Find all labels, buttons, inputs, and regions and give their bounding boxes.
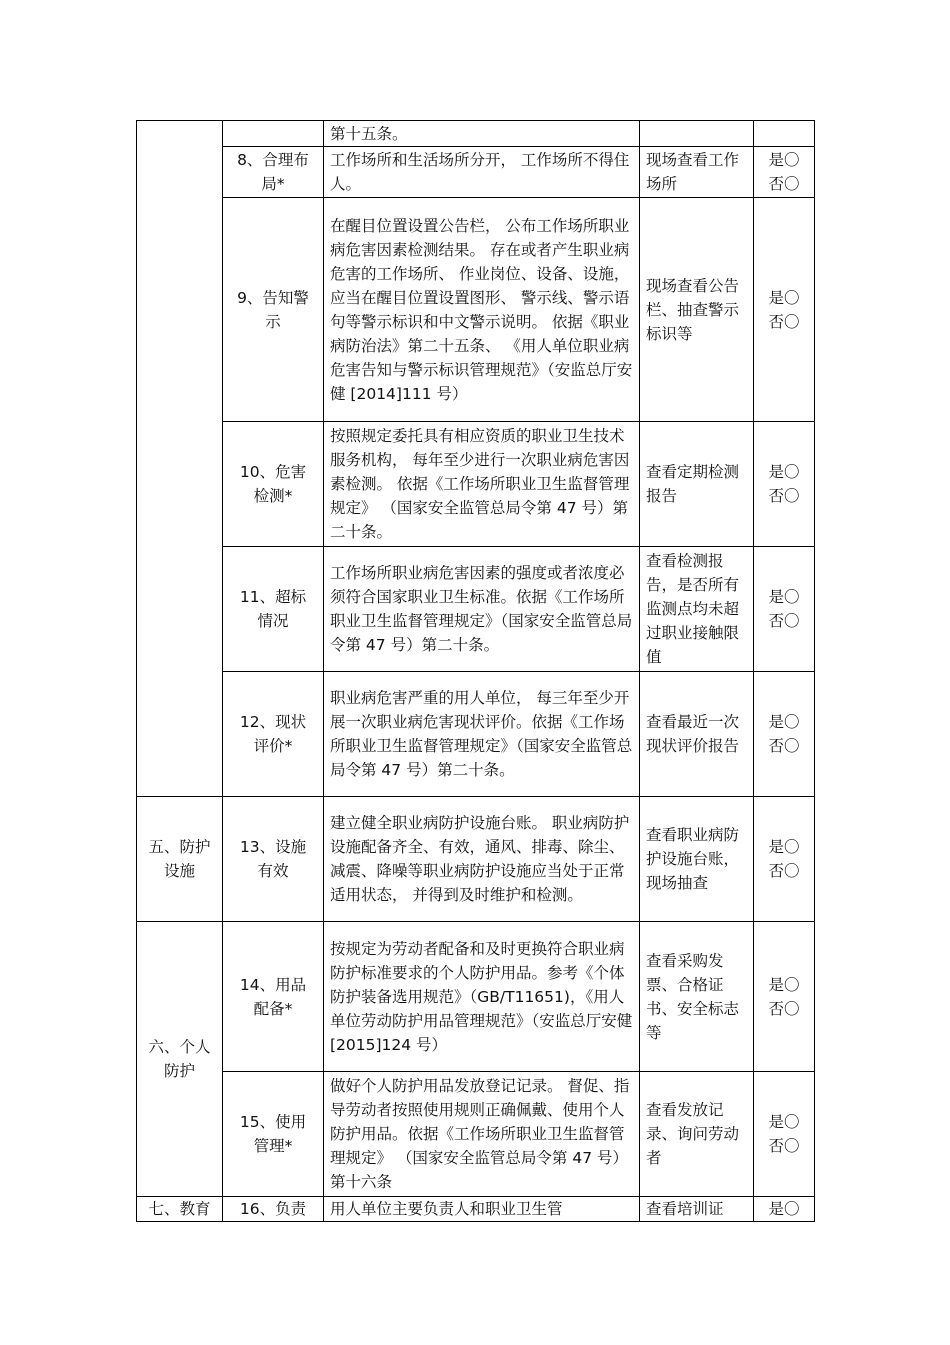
item-cell: 15、使用 管理* [223, 1072, 324, 1197]
category-cell: 七、教育 [137, 1197, 223, 1222]
table-row [137, 797, 815, 922]
content-cell: 第十五条。 [324, 121, 640, 147]
method-cell: 现场查看工作场所 [640, 147, 754, 198]
method-cell: 现场查看公告栏、抽查警示标识等 [640, 198, 754, 422]
table-row [137, 547, 815, 672]
no-option[interactable]: 否〇 [768, 862, 800, 880]
yes-option[interactable]: 是〇 [768, 288, 800, 307]
inspection-table [136, 120, 815, 1222]
result-cell [754, 1072, 815, 1197]
method-cell: 查看采购发票、合格证书、安全标志等 [640, 922, 754, 1072]
item-cell: 8、合理布 局* [223, 147, 324, 198]
item-cell [223, 121, 324, 147]
item-cell: 12、现状 评价* [223, 672, 324, 797]
table-row [137, 147, 815, 198]
no-option[interactable]: 否〇 [768, 312, 800, 331]
content-cell: 按照规定委托具有相应资质的职业卫生技术服务机构， 每年至少进行一次职业病危害因素检测。 依据《工作场所职业卫生监督管理规定》 （国家安全监管总局令第 47 号）第二十条。 [324, 422, 640, 547]
content-cell: 按规定为劳动者配备和及时更换符合职业病防护标准要求的个人防护用品。参考《个体防护装备选用规范》（GB/T11651)，《用人单位劳动防护用品管理规范》（安监总厅安健 [2015]124 号） [324, 922, 640, 1072]
item-cell: 13、设施 有效 [223, 797, 324, 922]
result-cell [754, 797, 815, 922]
method-cell: 查看最近一次现状评价报告 [640, 672, 754, 797]
content-cell: 用人单位主要负责人和职业卫生管 [324, 1197, 640, 1222]
item-cell: 11、超标 情况 [223, 547, 324, 672]
yes-option[interactable]: 是〇 [768, 975, 800, 994]
result-cell [754, 422, 815, 547]
no-option[interactable]: 否〇 [768, 487, 800, 505]
result-cell [754, 922, 815, 1072]
yes-option[interactable]: 是〇 [768, 588, 800, 606]
yes-option[interactable]: 是〇 [768, 1200, 800, 1218]
no-option[interactable]: 否〇 [768, 612, 800, 630]
result-cell [754, 1197, 815, 1222]
item-cell: 10、危害 检测* [223, 422, 324, 547]
category-cell: 六、个人 防护 [137, 922, 223, 1197]
result-cell [754, 147, 815, 198]
content-cell: 在醒目位置设置公告栏， 公布工作场所职业病危害因素检测结果。 存在或者产生职业病危害的工作场所、 作业岗位、设备、设施，应当在醒目位置设置图形、 警示线、警示语句等警示标识和中文警示说明。 依据《职业病防治法》第二十五条、 《用人单位职业病危害告知与警示标识管理规范》（安监总厅安健 [2014]111 号） [324, 198, 640, 422]
category-cell [137, 121, 223, 797]
result-cell [754, 672, 815, 797]
yes-option[interactable]: 是〇 [768, 151, 800, 169]
no-option[interactable]: 否〇 [768, 1137, 800, 1155]
table-row [137, 1072, 815, 1197]
method-cell: 查看检测报告，是否所有监测点均未超过职业接触限值 [640, 547, 754, 672]
table-row [137, 1197, 815, 1222]
content-cell: 工作场所和生活场所分开， 工作场所不得住人。 [324, 147, 640, 198]
item-cell: 14、用品 配备* [223, 922, 324, 1072]
yes-option[interactable]: 是〇 [768, 463, 800, 481]
category-cell: 五、防护 设施 [137, 797, 223, 922]
method-cell: 查看定期检测报告 [640, 422, 754, 547]
item-cell: 16、负责 [223, 1197, 324, 1222]
content-cell: 做好个人防护用品发放登记记录。 督促、指导劳动者按照使用规则正确佩戴、使用个人防护用品。依据《工作场所职业卫生监督管理规定》 （国家安全监管总局令第 47 号）第十六条 [324, 1072, 640, 1197]
yes-option[interactable]: 是〇 [768, 838, 800, 856]
table-row [137, 121, 815, 147]
result-cell [754, 121, 815, 147]
no-option[interactable]: 否〇 [768, 999, 800, 1018]
method-cell: 查看发放记录、询问劳动者 [640, 1072, 754, 1197]
table-row [137, 922, 815, 1072]
method-cell [640, 121, 754, 147]
content-cell: 职业病危害严重的用人单位， 每三年至少开展一次职业病危害现状评价。依据《工作场所职业卫生监督管理规定》（国家安全监管总局令第 47 号）第二十条。 [324, 672, 640, 797]
method-cell: 查看职业病防护设施台账，现场抽查 [640, 797, 754, 922]
yes-option[interactable]: 是〇 [768, 1113, 800, 1131]
table-row [137, 422, 815, 547]
no-option[interactable]: 否〇 [768, 737, 800, 755]
item-cell: 9、告知警 示 [223, 198, 324, 422]
result-cell [754, 198, 815, 422]
content-cell: 建立健全职业病防护设施台账。 职业病防护设施配备齐全、有效，通风、排毒、除尘、减震、降噪等职业病防护设施应当处于正常适用状态， 并得到及时维护和检测。 [324, 797, 640, 922]
result-cell [754, 547, 815, 672]
table-row [137, 672, 815, 797]
yes-option[interactable]: 是〇 [768, 713, 800, 731]
method-cell: 查看培训证 [640, 1197, 754, 1222]
table-row [137, 198, 815, 422]
no-option[interactable]: 否〇 [768, 175, 800, 193]
content-cell: 工作场所职业病危害因素的强度或者浓度必须符合国家职业卫生标准。依据《工作场所职业卫生监督管理规定》（国家安全监管总局令第 47 号）第二十条。 [324, 547, 640, 672]
